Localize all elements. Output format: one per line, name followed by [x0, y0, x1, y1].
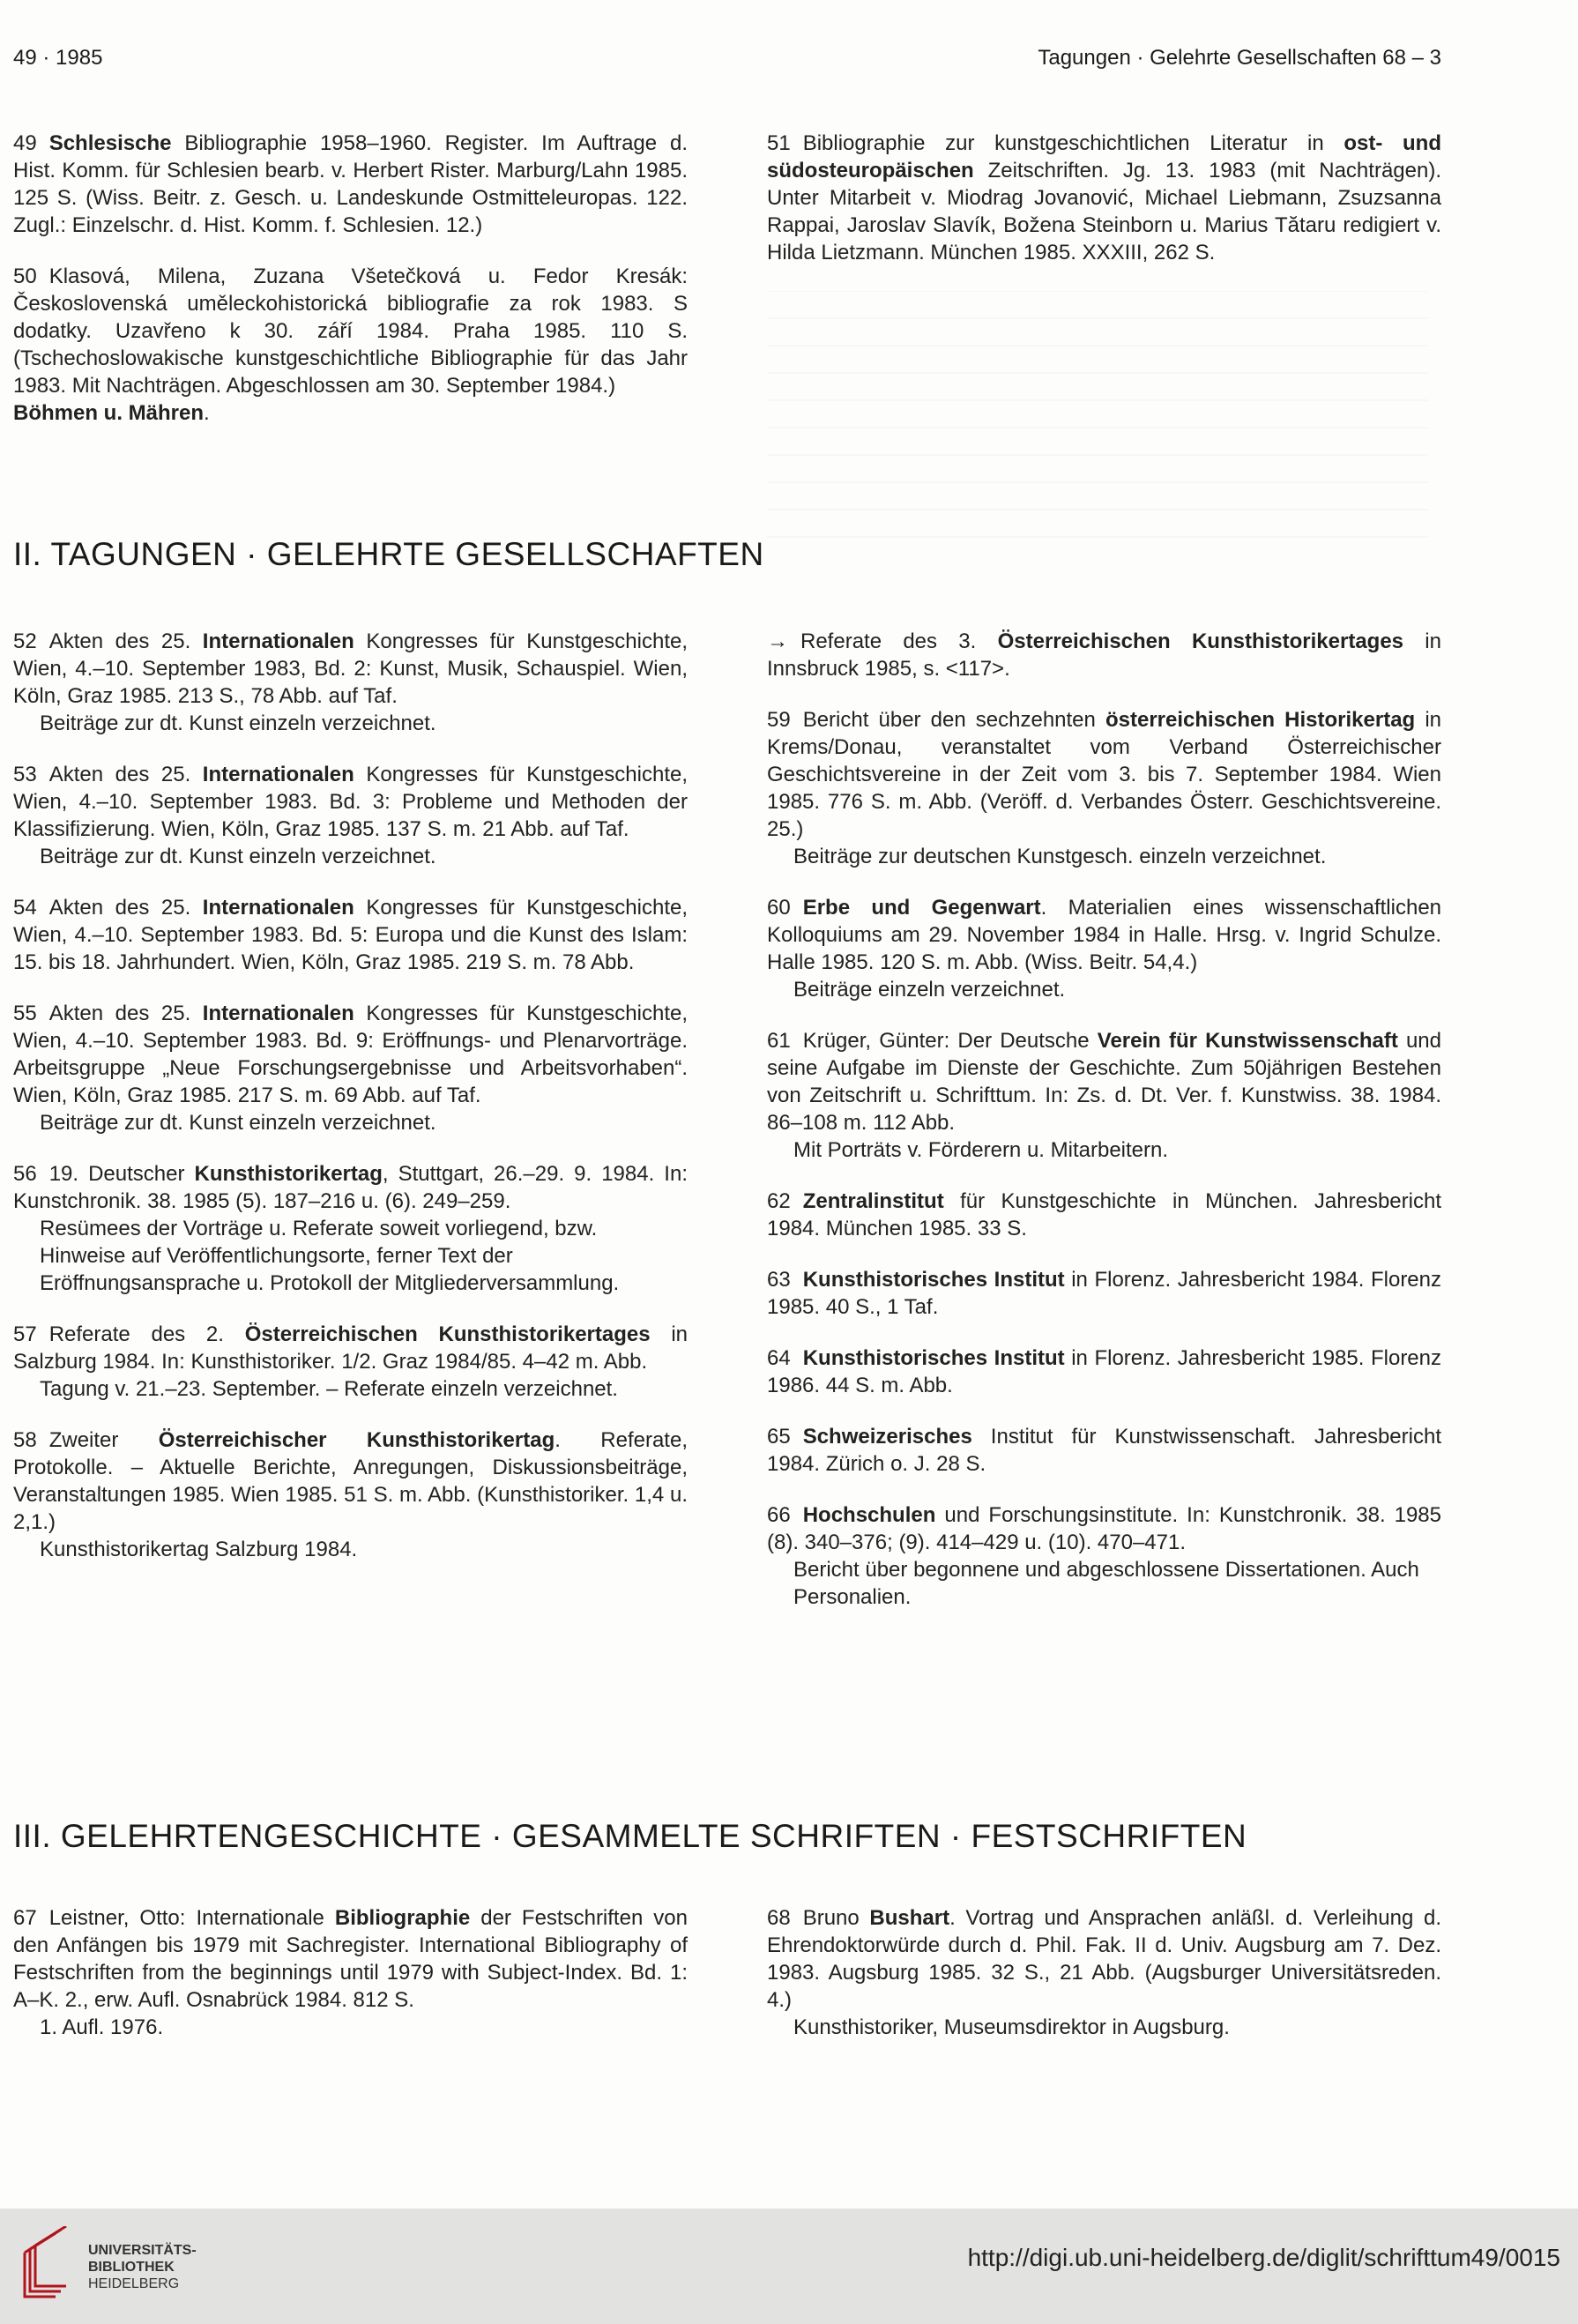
entry-number: 60 — [767, 896, 791, 920]
entry-keyword: Internationalen — [202, 629, 354, 653]
entry-pre: Akten des 25. — [48, 1002, 203, 1025]
running-head — [13, 46, 1441, 81]
entry-pre: Krüger, Günter: Der Deutsche — [802, 1029, 1098, 1053]
library-logo-text — [88, 2242, 197, 2292]
bib-entry — [767, 628, 1441, 682]
entry-text: und Forschungsinstitute. In: Kunstchronik. 38. 1985 (8). 340–376; (9). 414–429 u. (10). 470–471. — [767, 1503, 1441, 1554]
bib-entry — [13, 1160, 688, 1297]
entry-pre: Referate des 3. — [800, 629, 998, 653]
entry-text: . Vortrag und Ansprachen anläßl. d. Verleihung d. Ehrendoktorwürde durch d. Phil. Fak. II d. Univ. Augsburg am 7. Dez. 1983. Augsburg 1985. 32 S., 21 Abb. (Augsburger Universitätsreden. 4.) — [767, 1906, 1441, 2012]
entry-keyword: Schweizerisches — [802, 1425, 972, 1449]
bib-entry — [767, 706, 1441, 870]
entry-text: und seine Aufgabe im Dienste der Geschichte. Zum 50jährigen Bestehen von Zeitschrift u. Schrifttum. In: Zs. d. Dt. Ver. f. Kunstwiss. 38. 1984. 86–108 m. 112 Abb. — [767, 1029, 1441, 1135]
footer-bar — [0, 2209, 1578, 2324]
section-ii-right-column — [767, 628, 1441, 1635]
entry-keyword: Österreichischen Kunsthistorikertages — [244, 1322, 651, 1346]
bib-entry — [767, 1423, 1441, 1478]
section-title-ii: II. TAGUNGEN · GELEHRTE GESELLSCHAFTEN — [13, 536, 764, 572]
bib-entry — [13, 1904, 688, 2041]
bib-entry — [767, 1501, 1441, 1611]
entry-text: , Stuttgart, 26.–29. 9. 1984. In: Kunstchronik. 38. 1985 (5). 187–216 u. (6). 249–259. — [13, 1162, 688, 1213]
running-head-right: Tagungen · Gelehrte Gesellschaften 68 – 3 — [1038, 46, 1441, 70]
entry-pre: 19. Deutscher — [48, 1162, 195, 1186]
entry-number: 66 — [767, 1503, 791, 1527]
entry-text: Kongresses für Kunstgeschichte, Wien, 4.–10. September 1983. Bd. 3: Probleme und Methoden der Klassifizierung. Wien, Köln, Graz 1985. 137 S. m. 21 Abb. auf Taf. — [13, 763, 689, 841]
entry-keyword: Kunsthistorisches Institut — [802, 1346, 1065, 1370]
bib-entry — [767, 1188, 1441, 1242]
logo-line: UNIVERSITÄTS- — [88, 2243, 197, 2258]
entry-keyword: Kunsthistorisches Institut — [802, 1268, 1065, 1292]
bib-entry — [13, 894, 688, 976]
section-ii-left-column — [13, 628, 688, 1587]
entry-note: Resümees der Vorträge u. Referate soweit vorliegend, bzw. Hinweise auf Veröffentlichungsorte, ferner Text der Eröffnungsansprache u. Protokoll der Mitgliederversammlung. — [40, 1217, 620, 1295]
entry-pre: Leistner, Otto: Internationale — [48, 1906, 335, 1930]
source-url-link[interactable]: http://digi.ub.uni-heidelberg.de/diglit/schrifttum49/0015 — [967, 2244, 1560, 2271]
bib-entry — [767, 894, 1441, 1003]
entry-pre: Referate des 2. — [48, 1322, 245, 1346]
entry-text: in Krems/Donau, veranstaltet vom Verband Österreichischer Geschichtsvereine in der Zeit vom 3. bis 7. September 1984. Wien 1985. 776 S. m. Abb. (Veröff. d. Verbandes Österr. Geschichtsvereine. 25.) — [767, 708, 1441, 841]
entry-keyword: Internationalen — [202, 896, 354, 920]
entry-keyword: Bushart — [869, 1906, 950, 1930]
entry-text: in Florenz. Jahresbericht 1985. Florenz 1986. 44 S. m. Abb. — [767, 1346, 1442, 1397]
entry-number: 55 — [13, 1002, 37, 1025]
entry-keyword: Internationalen — [202, 763, 354, 786]
entry-number: 62 — [767, 1189, 791, 1213]
entry-pre: Akten des 25. — [48, 896, 203, 920]
library-logo-icon — [16, 2226, 78, 2304]
entry-number: 54 — [13, 896, 37, 920]
entry-number: 58 — [13, 1428, 37, 1452]
top-right-column — [767, 130, 1441, 290]
section-iii-left-column — [13, 1904, 688, 2065]
entry-number: 61 — [767, 1029, 791, 1053]
entry-number: 56 — [13, 1162, 37, 1186]
bib-entry — [767, 1027, 1441, 1164]
entry-text: in Salzburg 1984. In: Kunsthistoriker. 1/2. Graz 1984/85. 4–42 m. Abb. — [13, 1322, 688, 1374]
entry-number: 53 — [13, 763, 37, 786]
logo-line: BIBLIOTHEK — [88, 2260, 175, 2275]
entry-note: Kunsthistoriker, Museumsdirektor in Augsburg. — [793, 2015, 1230, 2039]
entry-text: in Florenz. Jahresbericht 1984. Florenz 1985. 40 S., 1 Taf. — [767, 1268, 1442, 1319]
entry-number: 59 — [767, 708, 791, 732]
bib-entry — [767, 1344, 1441, 1399]
entry-number: 52 — [13, 629, 37, 653]
entry-note: Kunsthistorikertag Salzburg 1984. — [40, 1538, 358, 1561]
section-title-iii: III. GELEHRTENGESCHICHTE · GESAMMELTE SCHRIFTEN · FESTSCHRIFTEN — [13, 1818, 1247, 1854]
entry-number: 64 — [767, 1346, 791, 1370]
entry-note: Mit Porträts v. Förderern u. Mitarbeitern. — [793, 1138, 1169, 1162]
entry-keyword: Zentralinstitut — [802, 1189, 944, 1213]
entry-keyword: Erbe und Gegenwart — [802, 896, 1041, 920]
logo-line: HEIDELBERG — [88, 2276, 180, 2291]
entry-text: . Referate, Protokolle. – Aktuelle Berichte, Anregungen, Diskussionsbeiträge, Veranstaltungen 1985. Wien 1985. 51 S. m. Abb. (Kunsthistoriker. 1,4 u. 2,1.) — [13, 1428, 688, 1534]
running-head-left: 49 · 1985 — [13, 46, 103, 70]
entry-number: 63 — [767, 1268, 791, 1292]
entry-text: Kongresses für Kunstgeschichte, Wien, 4.–10. September 1983, Bd. 2: Kunst, Musik, Schauspiel. Wien, Köln, Graz 1985. 213 S., 78 Abb. auf Taf. — [13, 629, 689, 708]
bib-entry — [13, 761, 688, 870]
bib-entry-50 — [13, 263, 688, 427]
entry-text: Klasová, Milena, Zuzana Všetečková u. Fedor Kresák: Československá uměleckohistorická bibliografie za rok 1983. S dodatky. Uzavřeno k 30. září 1984. Praha 1985. 110 S. (Tschechoslowakische kunstgeschichtliche Bibliographie für das Jahr 1983. Mit Nachträgen. Abgeschlossen am 30. September 1984.) — [13, 264, 688, 398]
entry-keyword: Österreichischen Kunsthistorikertages — [997, 629, 1404, 653]
entry-pre: Akten des 25. — [48, 629, 203, 653]
entry-keyword: österreichischen Historikertag — [1105, 708, 1416, 732]
entry-number: 57 — [13, 1322, 37, 1346]
entry-note: Beiträge einzeln verzeichnet. — [793, 978, 1066, 1002]
bib-entry-49 — [13, 130, 688, 239]
entry-note: Beiträge zur dt. Kunst einzeln verzeichnet. — [40, 845, 436, 868]
bib-entry — [13, 628, 688, 737]
bib-entry — [13, 1321, 688, 1403]
entry-number: 65 — [767, 1425, 791, 1449]
entry-keyword: Böhmen u. Mähren — [13, 401, 205, 425]
entry-number: 51 — [767, 131, 791, 155]
entry-number: → — [767, 629, 788, 653]
entry-text: für Kunstgeschichte in München. Jahresbericht 1984. München 1985. 33 S. — [767, 1189, 1441, 1240]
entry-text: Bibliographie 1958–1960. Register. Im Auftrage d. Hist. Komm. für Schlesien bearb. v. Herbert Rister. Marburg/Lahn 1985. 125 S. (Wiss. Beitr. z. Gesch. u. Landeskunde Ostmitteleuropas. 122. Zugl.: Einzelschr. d. Hist. Komm. f. Schlesien. 12.) — [13, 131, 688, 237]
entry-note: Beiträge zur dt. Kunst einzeln verzeichnet. — [40, 1111, 436, 1135]
entry-pre: Akten des 25. — [48, 763, 203, 786]
entry-keyword: Internationalen — [202, 1002, 354, 1025]
entry-number: 67 — [13, 1906, 37, 1930]
bleed-through-texture — [767, 291, 1428, 538]
entry-note: Tagung v. 21.–23. September. – Referate einzeln verzeichnet. — [40, 1377, 618, 1401]
entry-pre: Zweiter — [48, 1428, 159, 1452]
entry-keyword: Österreichischer Kunsthistorikertag — [158, 1428, 555, 1452]
bib-entry-51 — [767, 130, 1441, 266]
entry-keyword: Hochschulen — [802, 1503, 936, 1527]
entry-text: Institut für Kunstwissenschaft. Jahresbericht 1984. Zürich o. J. 28 S. — [767, 1425, 1441, 1476]
bib-entry — [767, 1904, 1441, 2041]
entry-text: Kongresses für Kunstgeschichte, Wien, 4.–10. September 1983. Bd. 5: Europa und die Kunst des Islam: 15. bis 18. Jahrhundert. Wien, Köln, Graz 1985. 219 S. m. 78 Abb. — [13, 896, 689, 974]
entry-text: Zeitschriften. Jg. 13. 1983 (mit Nachträgen). Unter Mitarbeit v. Miodrag Jovanović, Michael Liebmann, Zsuzsanna Rappai, Jaroslav Slavík, Božena Steinborn u. Marius Tătaru redigiert v. Hilda Lietzmann. München 1985. XXXIII, 262 S. — [767, 159, 1441, 264]
entry-pre: Bruno — [802, 1906, 870, 1930]
entry-note: Beiträge zur dt. Kunst einzeln verzeichnet. — [40, 711, 436, 735]
entry-text: Kongresses für Kunstgeschichte, Wien, 4.–10. September 1983. Bd. 9: Eröffnungs- und Plenarvorträge. Arbeitsgruppe „Neue Forschungsergebnisse und Arbeitsvorhaben“. Wien, Köln, Graz 1985. 217 S. m. 69 Abb. auf Taf. — [13, 1002, 689, 1107]
entry-text: . Materialien eines wissenschaftlichen Kolloquiums am 29. November 1984 in Halle. Hrsg. v. Ingrid Schulze. Halle 1985. 120 S. m. Abb. (Wiss. Beitr. 54,4.) — [767, 896, 1442, 974]
top-left-column — [13, 130, 688, 451]
entry-keyword: ost- und südosteuropäischen — [767, 131, 1442, 182]
entry-number: 50 — [13, 264, 37, 288]
section-iii-right-column — [767, 1904, 1441, 2065]
bib-entry — [767, 1266, 1441, 1321]
entry-number: 49 — [13, 131, 37, 155]
entry-note: 1. Aufl. 1976. — [40, 2015, 164, 2039]
entry-keyword: Kunsthistorikertag — [194, 1162, 383, 1186]
entry-note: Beiträge zur deutschen Kunstgesch. einzeln verzeichnet. — [793, 845, 1327, 868]
bib-entry — [13, 1426, 688, 1563]
entry-number: 68 — [767, 1906, 791, 1930]
entry-note: Bericht über begonnene und abgeschlossene Dissertationen. Auch Personalien. — [793, 1558, 1419, 1609]
entry-text: der Festschriften von den Anfängen bis 1979 mit Sachregister. International Bibliography of Festschriften from the beginnings until 1979 with Subject-Index. Bd. 1: A–K. 2., erw. Aufl. Osnabrück 1984. 812 S. — [13, 1906, 688, 2012]
entry-pre: Bibliographie zur kunstgeschichtlichen Literatur in — [802, 131, 1344, 155]
bib-entry — [13, 1000, 688, 1136]
entry-pre: Bericht über den sechzehnten — [802, 708, 1105, 732]
entry-keyword: Schlesische — [48, 131, 172, 155]
entry-keyword: Bibliographie — [334, 1906, 471, 1930]
entry-keyword: Verein für Kunstwissenschaft — [1097, 1029, 1398, 1053]
entry-text: in Innsbruck 1985, s. <117>. — [767, 629, 1441, 681]
entry-tail: . — [204, 401, 210, 425]
